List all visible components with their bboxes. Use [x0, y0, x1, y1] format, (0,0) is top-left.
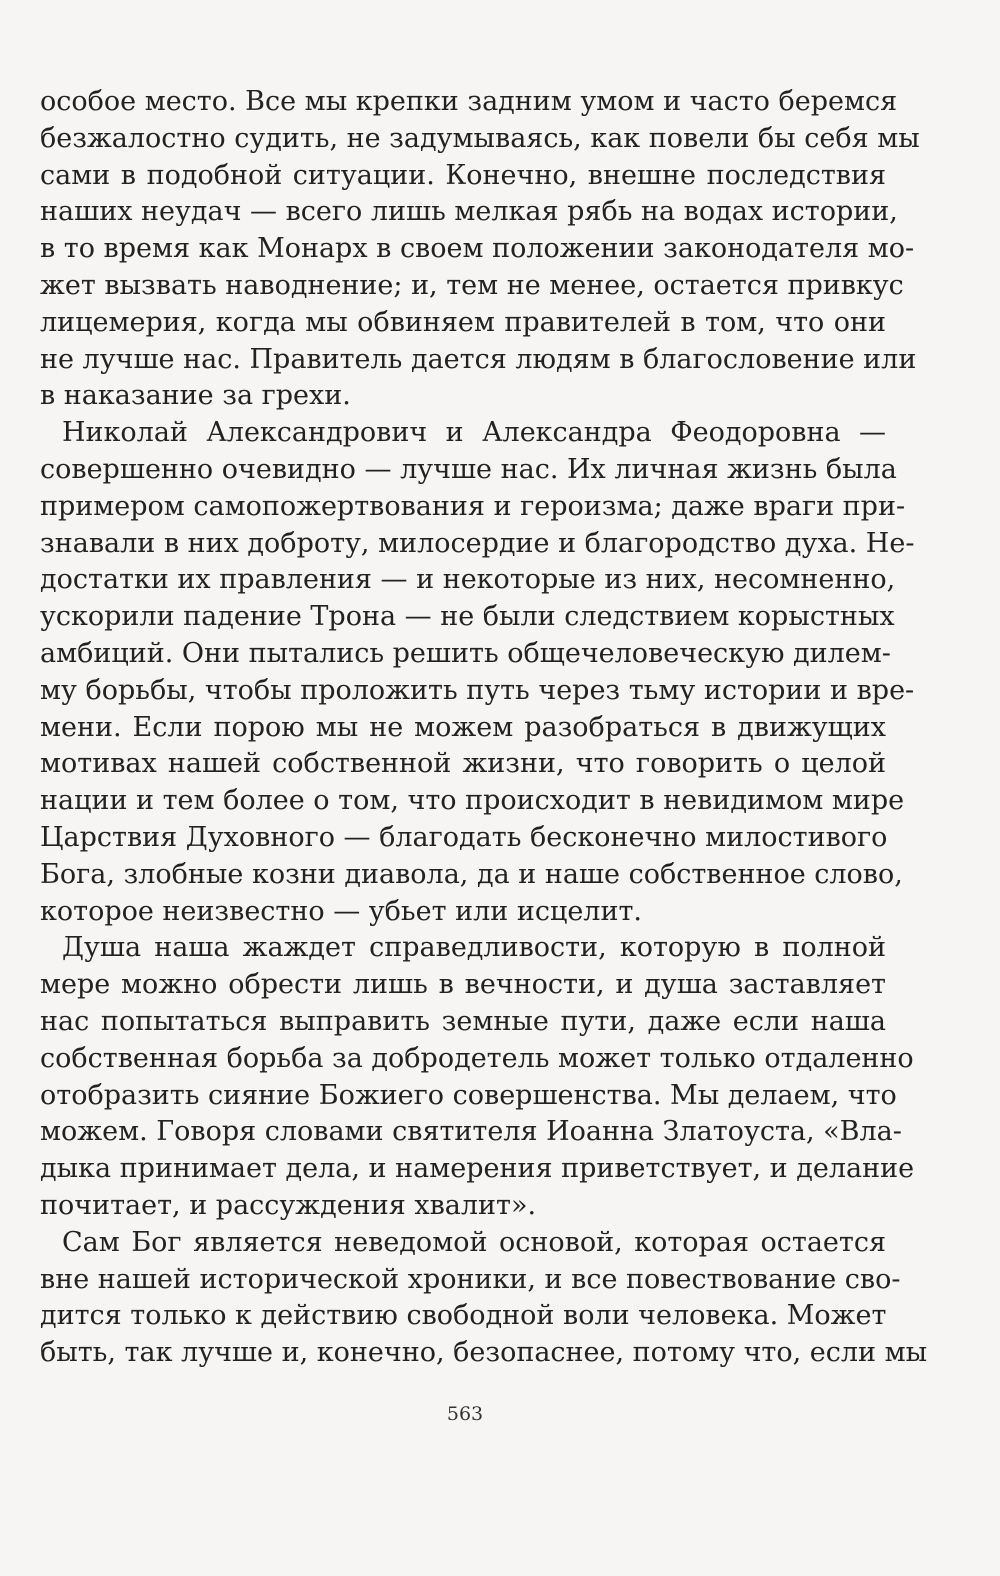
text-line: Бога, злобные козни диавола, да и наше собственное слово,	[40, 858, 903, 890]
paragraph	[40, 930, 915, 1224]
text-line: вне нашей исторической хроники, и все повествование сво-	[40, 1263, 901, 1295]
text-line: мере можно обрести лишь в вечности, и душа заставляет	[40, 969, 886, 1001]
text-line: мени. Если порою мы не можем разобраться в движущих	[40, 711, 886, 743]
text-line: совершенно очевидно — лучше нас. Их личная жизнь была	[40, 453, 897, 485]
text-line: жет вызвать наводнение; и, тем не менее, остается привкус	[40, 269, 904, 301]
text-line: наших неудач — всего лишь мелкая рябь на водах истории,	[40, 196, 898, 228]
text-line: лицемерия, когда мы обвиняем правителей в том, что они	[40, 306, 886, 338]
text-line: в наказание за грехи.	[40, 380, 351, 412]
text-line: сами в подобной ситуации. Конечно, внешне последствия	[40, 159, 886, 191]
text-line: Царствия Духовного — благодать бесконечно милостивого	[40, 821, 888, 853]
text-line: Сам Бог является неведомой основой, которая остается	[62, 1226, 886, 1258]
text-line: можем. Говоря словами святителя Иоанна Златоуста, «Вла-	[40, 1116, 902, 1148]
text-line: нации и тем более о том, что происходит в невидимом мире	[40, 785, 905, 817]
text-line: ускорили падение Трона — не были следствием корыстных	[40, 601, 895, 633]
text-line: мотивах нашей собственной жизни, что говорить о целой	[40, 748, 886, 780]
text-line: почитает, и рассуждения хвалит».	[40, 1189, 537, 1221]
text-line: дыка принимает дела, и намерения приветствует, и делание	[40, 1153, 915, 1185]
paragraph	[40, 84, 920, 415]
page-number: 563	[446, 1403, 484, 1425]
text-line: амбиций. Они пытались решить общечеловеческую дилем-	[40, 637, 891, 669]
text-line: достатки их правления — и некоторые из них, несомненно,	[40, 564, 896, 596]
text-line: быть, так лучше и, конечно, безопаснее, потому что, если мы	[40, 1337, 928, 1369]
paragraph	[40, 1225, 928, 1372]
text-line: в то время как Монарх в своем положении законодателя мо-	[40, 233, 915, 265]
paragraph	[40, 415, 915, 930]
text-line: му борьбы, чтобы проложить путь через тьму истории и вре-	[40, 674, 915, 706]
text-line: Душа наша жаждет справедливости, которую в полной	[62, 932, 886, 964]
text-line: дится только к действию свободной воли человека. Может	[40, 1300, 887, 1332]
text-line: примером самопожертвования и героизма; даже враги при-	[40, 490, 906, 522]
text-line: безжалостно судить, не задумываясь, как повели бы себя мы	[40, 122, 920, 154]
text-line: особое место. Все мы крепки задним умом и часто беремся	[40, 86, 898, 117]
page-body	[40, 84, 928, 1372]
text-line: знавали в них доброту, милосердие и благородство духа. Не-	[40, 527, 915, 559]
text-line: Николай Александрович и Александра Феодоровна —	[62, 417, 886, 449]
text-line: не лучше нас. Правитель дается людям в благословение или	[40, 343, 917, 375]
text-line: которое неизвестно — убьет или исцелит.	[40, 895, 642, 927]
text-line: отобразить сияние Божиего совершенства. Мы делаем, что	[40, 1079, 897, 1111]
text-line: собственная борьба за добродетель может только отдаленно	[40, 1042, 914, 1074]
text-line: нас попытаться выправить земные пути, даже если наша	[40, 1005, 886, 1037]
